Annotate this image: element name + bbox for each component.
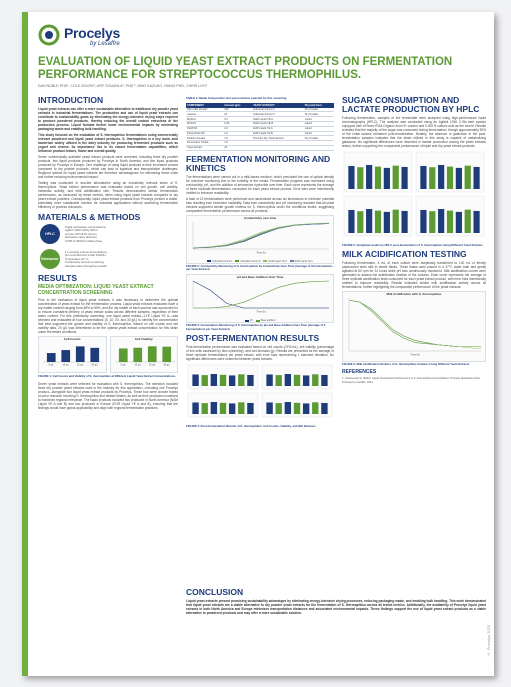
milk-heading: MILK ACIDIFICATION TESTING [342,249,467,260]
post-fermentation-heading: POST-FERMENTATION RESULTS [186,333,320,344]
legend-swatch [290,260,294,262]
bar [456,212,462,233]
table-cell: 1.0 [223,136,252,141]
tick-label: 5 g/L [48,363,54,367]
bar [247,375,253,386]
axis-label: Time (h) [256,310,266,314]
table-cell: Dry Powder [304,112,334,117]
bar [447,211,453,233]
figure-1-caption: FIGURE 1: Cell Counts and Viability of S. thermophilus at Different Liquid Yeast Extract Concentrations. [38,374,176,379]
bar [294,375,300,386]
table-cell: Ammonium Citrate [186,141,223,146]
tick-label: 20 g/L [148,363,156,367]
bar [401,167,407,189]
bar [366,165,372,189]
bar [229,376,235,387]
table-cell: Liquid [304,121,334,126]
results-paragraph-1: Prior to the evaluation of liquid yeast extracts, it was necessary to determine the optimal concentration of yeast extract for the fermentation process. Liquid yeast extracts evaluated have a dry matter content ranging from 48% to 55%, and the dry matter of each product was accounted for to ensure consistent delivery of yeast extract solids across different samples, regardless of their water content. For this preliminary screening, one liquid yeast extract—LYE Liquid YE A—was selected and evaluated at four concentrations (5, 10, 20, and 30 g/L) to identify the concentration that best supported the growth and viability of S. thermophilus. Based on cell counts and cell viability data, 20 g/L was determined to be the optimal yeast extract concentration for this strain under the tested conditions. [38,298,178,335]
bar [384,168,390,189]
bar [285,374,291,386]
cell-viability-svg [111,341,177,367]
ph-legend [187,319,333,322]
legend-swatch [245,320,249,322]
bar [266,375,272,387]
legend-label: pH [249,319,253,323]
title-line-1: EVALUATION OF LIQUID YEAST EXTRACT PRODUCTS ON FERMENTATION [38,56,453,68]
table-cell: Polysorbate 80 [186,131,223,136]
method-line: Samples taken throughout growth [65,263,107,268]
bar [202,403,208,414]
method-line: Aminex HPX-87H column [65,231,97,236]
table-cell: 20 [223,112,252,117]
bar [147,347,156,363]
table-cell: Industrial Control 2 [252,112,304,117]
chart-title: pH and Base Addition Over Time [236,275,284,280]
bar [321,403,327,414]
bar [348,210,354,233]
bar [312,375,318,387]
bar [303,404,309,415]
table-header-cell: Amount (g/L) [223,103,252,107]
bar [202,375,208,386]
conclusion-paragraph: Liquid yeast extracts present promising sustainability advantages by eliminating energy-intensive drying processes, reducing packaging waste, and enabling bulk handling. This work demonstrated that liquid yeast extracts are a viable alternative to dry powder yeast extracts for the fermentation of S. thermophilus across all tested metrics. Additionally, the availability of Procelys liquid yeast extracts in both North America and Europe minimizes transportation distances and associated environmental impacts. These findings support the use of liquid yeast extract products as a viable alternative to powdered products and may offer a more sustainable solution. [186,599,486,615]
legend-label: Base addition [260,319,276,323]
table-cell: 0.05 [223,121,252,126]
bar [118,349,127,363]
bar [61,350,70,362]
table-cell: K2HPO4 [186,126,223,131]
table-cell: 20 [223,145,252,150]
tick-label: 10 g/L [133,363,141,367]
sugar-paragraph: Following fermentation, samples of the fermentate were analyzed using high-performance liquid chromatography (HPLC). The analysis was conducted using an Agilent 1260 II Bio-inert system equipped with a Rezex ROA-Organic Acid H+ column and 0.005 N sulfuric acid as the eluent. Results revealed that the majority of the sugar was consumed during fermentation, though approximately 50% of the initial lactose remained post-fermentation. Notably, the absence of galactose in the post-fermentation samples indicates that the strain utilized in this study is capable of metabolizing galactose. No significant differences were observed in lactate production among the yeast extracts tested, further supporting the comparable performance of liquid and dry yeast extract products. [342,116,486,148]
series-line [193,281,329,308]
bar [456,168,462,189]
column-3 [342,96,486,384]
series-line [193,281,329,308]
milk-acidification-chart [342,291,486,362]
poster [22,12,494,676]
method-line: 1 L working volume fermentations [65,250,107,254]
axis-label: Time (h) [256,251,266,254]
method-line: Agilent 1260 Infinity HPLC [65,228,98,233]
ph-chart [186,274,334,323]
series-line [193,223,329,247]
cell-counts-svg [39,341,105,367]
milk-paragraph: Following fermentation, 4 mL of each culture were aseptically transferred to 100 mL of freshly pasteurized skim milk in sterile flasks. These flasks were placed in a 37°C water bath and gently agitated at 50 rpm for 24 hours while pH was continuously monitored. Milk acidification curves were generated to assess the acidification kinetics of the cultures. Each curve represents the average of three replicate acidification tests conducted for each yeast extract product, with error bars intentionally omitted to improve readability. Results indicated similar milk acidification activity across all fermentations, further highlighting the comparable performance of the yeast extracts. [342,261,486,290]
tick-label: 30 g/L [91,363,99,367]
table-row [186,145,334,150]
method-line: pH controlled at 6.0 with NH4OH [65,253,106,258]
bioreactor-badge: Bioreactor [40,249,60,269]
post-fermentation-svg [186,363,334,419]
bar [90,348,99,362]
bar [220,375,226,386]
legend-item [207,260,232,263]
figure-4-caption: FIGURE 4: Post-Fermentation Results of S. thermophilus: Cell Counts, Viability, and Wet Biomass [186,424,316,429]
table-cell: Yeast Extract [186,145,223,150]
bar [220,403,226,414]
fermentation-heading: FERMENTATION MONITORING AND KINETICS [186,153,331,173]
bar [429,167,435,189]
bar [238,375,244,387]
table-cell: 1.0 [223,141,252,146]
bar [294,403,300,414]
bar [211,402,217,414]
sugar-heading: SUGAR CONSUMPTION AND LACTATE PRODUCTION BY HPLC [342,95,480,114]
accent-bar [22,12,28,676]
bar [303,376,309,387]
tick-label: 10 g/L [62,363,70,367]
table-cell: Dry Powder [304,136,334,141]
table-header-cell: COMPONENT [186,103,223,107]
table-cell [304,145,334,150]
authors: DAN NOBLE PHD¹, COLE BOLEN¹, AFIF SOUAHLA¹, PHD ², BINO KAZUKO, HANOI PHD, CHRIS LOO¹ [38,84,207,88]
media-table [186,103,334,150]
chart-title: Cell Counts [63,337,81,342]
table-cell: 1.0 [223,131,252,136]
series-line [193,223,329,248]
tick-label: 20 g/L [76,363,84,367]
table-cell: NAM Liquid YE B [252,121,304,126]
legend-swatch [207,260,211,262]
title-line-2: PERFORMANCE FOR STREPTOCOCCUS THERMOPHILUS. [38,68,362,81]
poster-title [38,56,486,81]
bar [393,210,399,233]
bar [384,212,390,233]
bar [247,403,253,414]
legend-item [235,260,260,263]
table-cell: NAM Liquid YE A [252,117,304,122]
bar [393,166,399,189]
methods-bioreactor [38,249,178,271]
intro-heading: INTRODUCTION [38,95,104,105]
hplc-badge: HPLC [40,224,60,244]
table-cell: EUR Liquid YE B [252,131,304,136]
table-cell: Skim Milk Powder [186,108,223,112]
results-heading: RESULTS [38,273,78,283]
bar [229,404,235,415]
table-cell: EUR Liquid YE A [252,126,304,131]
table-cell: MgSO4 [186,117,223,122]
intro-paragraph-4: Testing was conducted in sea-like laboratories using an industrially relevant strain of S. thermophilus. Yeast extract performance was evaluated based on cell growth, cell viability, metabolic activity, and milk acidification rate. Results demonstrated similar fermentation performance, as measured by these metrics, when using liquid yeast extracts compared to dry yeast extract powders. Consequently, liquid yeast extract products from Procelys present a viable, potentially more sustainable solution for industrial applications without sacrificing fermentation efficiency or process outcomes. [38,181,178,209]
references-heading: REFERENCES [342,368,377,375]
hplc-results-svg [342,150,486,238]
figure-2-caption: FIGURE 2: Conductivity Monitoring of S. thermophilus by Conductivity Over Time (Average of 3 Fermentations per Yeast Extract) [186,263,333,272]
column-2 [186,96,334,432]
table-cell [252,145,304,150]
table-cell: MnSO4 [186,121,223,126]
legend-swatch [256,320,260,322]
bar [465,166,471,189]
bar [162,347,171,362]
legend-label: NAM Liquid YE A [268,259,287,263]
bar [357,211,363,233]
legend-item [256,319,276,322]
bar [473,211,479,233]
table-cell: Sodium Acetate [186,136,223,141]
bar [366,209,372,233]
legend-label: Industrial Control 2 [240,259,261,263]
figure-5-caption: FIGURE 5: Analytical results by HPLC post-fermentation of S. thermophilus Using Different Yeast Extracts [342,243,483,247]
table-1-caption: TABLE 1: Media Composition and yeast extracts selected for this screening [186,96,287,100]
method-line: 0.005 N H2SO4 mobile phase [65,238,103,243]
bar [192,375,198,387]
procelys-logo [38,24,128,50]
method-line: Temperature 42 °C [65,256,89,261]
bar [133,348,142,362]
table-cell: Dry Powder [304,108,334,112]
bar [348,166,354,189]
legend-item [245,319,253,322]
bar [76,347,85,363]
figure-3-caption: FIGURE 3: Fermentation Monitoring of S. thermophilus by pH and Base Addition Over Time (Average of 3 Fermentations per Yeast Extract) [186,323,326,331]
ph-svg [187,279,333,313]
table-cell: Procelys Dry Yeast Extract [252,136,304,141]
figure-6-caption: FIGURE 6: Milk Acidification Kinetics of S. thermophilus Cultures Using Different Yeast Extracts [342,362,470,367]
figure-1 [38,336,178,374]
column-1 [38,96,178,412]
chart-title: Milk Acidification with S. thermophilus [386,292,442,297]
series-line [193,223,329,247]
intro-paragraph-3: Seven commercially available yeast extract products were screened, including three dry powder products, two liquid products produced by Procelys in North America, and two liquid products produced by Procelys in Europe. One challenge of using liquid products is their increased volume compared to dry powder products, which can lead to logistical and transportation challenges. Regional options for liquid yeast extracts are therefore advantageous for minimizing these costs and further reducing environmental impact. [38,155,178,179]
methods-heading: MATERIALS & METHODS [38,212,141,222]
bar [420,210,426,233]
bar [429,211,435,233]
bar [401,211,407,233]
bar [420,166,426,189]
table-header-cell: YEAST EXTRACT [252,103,304,107]
table-cell: Liquid [304,131,334,136]
method-line: Refractive index detection [65,235,98,240]
milk-acidification-svg [343,296,485,356]
results-subheading: MEDIA OPTIMIZATION: LIQUID YEAST EXTRACT CONCENTRATION SCREENING [38,284,154,296]
bar [276,403,282,414]
legend-label: Industrial Control 1 [212,259,233,263]
bar [375,167,381,189]
legend-item [263,260,286,263]
bar [266,403,272,415]
bar [473,167,479,189]
conductivity-chart [186,215,334,264]
cell-counts-chart [38,336,107,373]
conclusion-section [186,588,486,617]
bar [438,209,444,233]
legend-swatch [235,260,239,262]
table-cell: Lactose [186,112,223,117]
bar [47,353,56,362]
intro-paragraph-1: Liquid yeast extracts can offer a more sustainable alternative to traditional dry powder yeast extracts in industrial fermentations. The production and use of liquid yeast extracts can contribute to sustainability goals by eliminating the energy-intensive drying steps required to produce powdered products, thereby reducing the overall carbon emissions of the production process. Liquid formats further lower environmental impacts by minimizing packaging waste and enabling bulk handling. [38,107,178,131]
bar [357,167,363,189]
table-cell: 0.5 [223,117,252,122]
tick-label: 30 g/L [162,363,170,367]
method-line: Sugar and lactate concentrations [65,225,106,229]
table-cell: Liquid [304,126,334,131]
table-cell: 2.0 [223,126,252,131]
post-fermentation-paragraph: Post-fermentation performance was evaluated based on cell counts (CFU/mL), cell viability (percentage of live cells assessed by flow cytometry), and wet biomass (g). Results are presented as the average of three replicate fermentations per yeast extract, with error bars representing 1 standard deviation. No significant differences were observed between yeast extracts. [186,345,334,362]
references-text: 1. Cheeseman R. (2024). Liquid Yeast Extract Performance in S. thermophilus Fermentations. Procelys Application Note. Procelys by Lesaffre. 2024. [342,377,481,384]
methods-hplc [38,224,178,246]
table-cell: 100 [223,108,252,112]
intro-paragraph-2: This study focused on the evaluation of S. thermophilus fermentations using commercially relevant powdered and liquid yeast extract products. S. thermophilus is a key lactic acid bacterium widely utilized in the dairy industry for producing fermented products such as yogurt and cheese. Its importance lies in its robust fermentation capabilities, which influence product texture, flavor and overall quality. [38,133,178,153]
bar [375,211,381,233]
legend-item [290,260,313,263]
fermentation-paragraph-1: The fermentations were carried out in a milk-based medium, which precluded the use of optical density for real-time monitoring due to the turbidity of the media. Fermentation progress was monitored using conductivity, pH, and the addition of ammonium hydroxide over time. Each curve represents the average of three replicate fermentations conducted for each yeast extract product. Error bars were intentionally omitted to enhance readability. [186,174,334,195]
series-line [193,223,329,247]
chart-title: Cell Viability [134,337,153,342]
fermentation-paragraph-2: A total of 21 fermentations were performed and randomized across six bioreactors to minimize potential bias resulting from bioreactor variability. Data from conductivity and pH monitoring revealed that all yeast extracts supported similar growth kinetics for S. thermophilus under the conditions tested, suggesting comparable fermentation performance across all products. [186,196,334,213]
bar [211,374,217,386]
legend-swatch [263,260,267,262]
brand-name: Procelys [64,25,120,41]
bar [312,403,318,415]
results-paragraph-2: Seven yeast extracts were selected for evaluation with S. thermophilus. The selection included three dry powder yeast extracts used in the industry for this application—including one Procelys product—alongside four liquid yeast extract products by Procelys. These four were chosen based on prior research involving S. thermophilus and related strains, as well as their production locations to maximize regional relevance. The liquid products included two produced in North America (NAM Liquid YE A and B) and two produced in Europe (EUR Liquid YE A and B), ensuring that the findings would have global applicability and align with regional fermentation practices. [38,381,178,410]
table-cell: Industrial Control 1 [252,108,304,112]
table-cell: Liquid [304,117,334,122]
bar [192,403,198,415]
axis-label: Time (h) [410,353,420,357]
tick-label: 5 g/L [120,363,126,367]
copyright-side-text: © Procelys 2025 [486,624,491,656]
cell-viability-chart [110,336,179,373]
procelys-logo-icon [38,24,60,46]
chart-title: Conductivity over time [243,215,277,220]
table-header-cell: Physical form [304,103,334,107]
conductivity-legend [187,260,333,263]
bar [276,375,282,386]
method-line: Conductivity and pH monitoring [65,260,104,265]
brand-sub: by Lesaffre [90,41,120,47]
bar [321,375,327,386]
bar [238,403,244,415]
conductivity-svg [187,220,333,254]
legend-label: EUR Liquid YE A [294,259,313,263]
bar [285,402,291,414]
bar [447,167,453,189]
series-line [349,301,481,350]
conclusion-heading: CONCLUSION [186,587,244,597]
bar [465,210,471,233]
bar [438,165,444,189]
